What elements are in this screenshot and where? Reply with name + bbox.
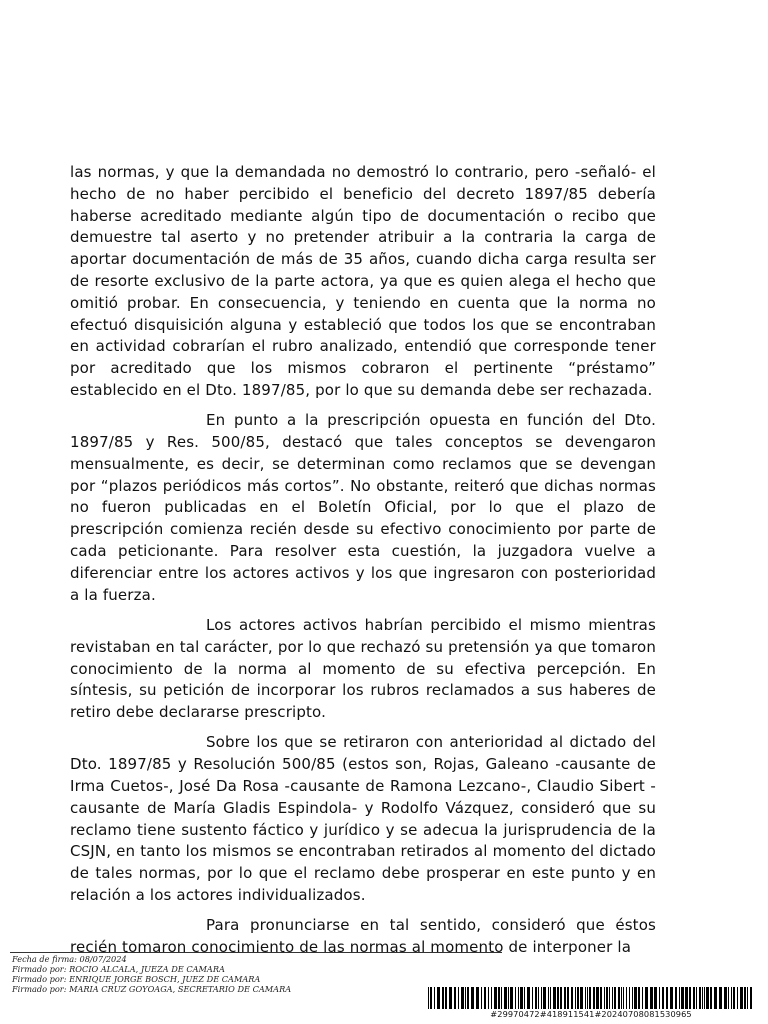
barcode-bar-78: [696, 987, 697, 1009]
barcode-bar-30: [535, 987, 537, 1009]
barcode-bar-44: [580, 987, 583, 1009]
barcode-bar-66: [650, 987, 653, 1009]
barcode-bar-4: [442, 987, 444, 1009]
barcode-bar-88: [731, 987, 732, 1009]
barcode-bar-14: [481, 987, 482, 1009]
barcode-bar-52: [606, 987, 608, 1009]
barcode-bar-45: [585, 987, 586, 1009]
barcode-bar-74: [681, 987, 684, 1009]
barcode-bar-11: [467, 987, 469, 1009]
barcode-bar-34: [548, 987, 549, 1009]
barcode-bar-6: [449, 987, 452, 1009]
barcode-bar-59: [626, 987, 627, 1009]
barcode-bar-25: [518, 987, 519, 1009]
barcode-bar-77: [693, 987, 695, 1009]
paragraph-5: Para pronunciarse en tal sentido, consideró que éstos recién tomaron conocimiento de las normas al momento de interponer la: [70, 916, 656, 957]
barcode-bar-93: [747, 987, 748, 1009]
barcode-bar-83: [710, 987, 712, 1009]
barcode-bar-37: [557, 987, 559, 1009]
barcode-bar-9: [461, 987, 464, 1009]
barcode-bar-28: [527, 987, 530, 1009]
barcode-bar-69: [662, 987, 664, 1009]
barcode-bar-2: [434, 987, 435, 1009]
barcode-bar-3: [437, 987, 440, 1009]
barcode-bar-80: [702, 987, 703, 1009]
barcode-bar-67: [654, 987, 657, 1009]
barcode-bar-31: [538, 987, 539, 1009]
barcode-bar-91: [740, 987, 743, 1009]
barcode-bar-71: [670, 987, 673, 1009]
barcode-bar-26: [520, 987, 523, 1009]
barcode-bar-1: [430, 987, 432, 1009]
barcode-bar-55: [614, 987, 616, 1009]
barcode-number: #29970472#418911541#20240708081530965: [490, 1009, 692, 1019]
barcode-bar-58: [623, 987, 624, 1009]
barcode-bar-64: [642, 987, 643, 1009]
barcode-bar-36: [553, 987, 556, 1009]
barcode-bar-0: [428, 987, 429, 1009]
barcode-bar-7: [454, 987, 456, 1009]
barcode-bar-17: [491, 987, 492, 1009]
barcode-bar-10: [465, 987, 466, 1009]
paragraph-1: las normas, y que la demandada no demostró lo contrario, pero -señaló- el hecho de no haber percibido el beneficio del decreto 1897/85 debería haberse acreditado mediante algún tipo de documentación o recibo que demuestre tal aserto y no pretender atribuir a la contraria la carga de aportar documentación de más de 35 años, cuando dicha carga resulta ser de resorte exclusivo de la parte actora, ya que es quien alega el hecho que omitió probar. En consecuencia, y teniendo en cuenta que la norma no efectuó disquisición alguna y estableció que todos los que se encontraban en actividad cobrarían el rubro analizado, entendió que corresponde tener por acreditado que los mismos cobraron el pertinente “préstamo” establecido en el Dto. 1897/85, por lo que su demanda debe ser rechazada.: [70, 163, 656, 399]
barcode-bar-57: [621, 987, 622, 1009]
signature-line-1: Firmado por: ROCIO ALCALA, JUEZA DE CAMARA: [12, 964, 225, 975]
barcode-bar-39: [564, 987, 566, 1009]
barcode-bar-49: [596, 987, 599, 1009]
barcode-bar-22: [508, 987, 509, 1009]
barcode-bar-5: [445, 987, 447, 1009]
barcode-bar-24: [515, 987, 516, 1009]
barcode-bar-12: [471, 987, 474, 1009]
barcode-bar-94: [750, 987, 752, 1009]
barcode-bar-21: [504, 987, 507, 1009]
barcode-bar-50: [600, 987, 602, 1009]
barcode-bar-85: [719, 987, 722, 1009]
barcode-bar-68: [659, 987, 660, 1009]
barcode-bar-41: [571, 987, 573, 1009]
barcode-bar-48: [593, 987, 595, 1009]
barcode: [428, 987, 754, 1009]
barcode-bar-47: [589, 987, 591, 1009]
barcode-bar-89: [733, 987, 735, 1009]
barcode-bar-35: [550, 987, 551, 1009]
barcode-bar-19: [498, 987, 500, 1009]
paragraph-2: En punto a la prescripción opuesta en función del Dto. 1897/85 y Res. 500/85, destacó que tales conceptos se devengaron mensualmente, es decir, se determinan como reclamos que se devengan por “plazos periódicos más cortos”. No obstante, reiteró que dichas normas no fueron publicadas en el Boletín Oficial, por lo que el plazo de prescripción comienza recién desde su efectivo conocimiento por parte de cada peticionante. Para resolver esta cuestión, la juzgadora vuelve a diferenciar entre los actores activos y los que ingresaron con posterioridad a la fuerza.: [70, 411, 656, 604]
barcode-bar-63: [638, 987, 640, 1009]
barcode-bar-23: [510, 987, 513, 1009]
barcode-bar-40: [567, 987, 569, 1009]
barcode-bar-72: [675, 987, 677, 1009]
barcode-bar-84: [714, 987, 717, 1009]
barcode-bar-87: [728, 987, 729, 1009]
barcode-bar-20: [501, 987, 502, 1009]
barcode-bar-70: [666, 987, 668, 1009]
paragraph-4: Sobre los que se retiraron con anterioridad al dictado del Dto. 1897/85 y Resolución 500/85 (estos son, Rojas, Galeano -causante de Irma Cuetos-, José Da Rosa -causante de Ramona Lezcano-, Claudio Sibert -causante de María Gladis Espindola- y Rodolfo Vázquez, consideró que su reclamo tiene sustento fáctico y jurídico y se adecua la jurisprudencia de la CSJN, en tanto los mismos se encontraban retirados al momento del dictado de tales normas, por lo que el reclamo debe prosperar en este punto y en relación a los actores individualizados.: [70, 733, 656, 904]
paragraph-3: Los actores activos habrían percibido el mismo mientras revistaban en tal carácter, por lo que rechazó su pretensión ya que tomaron conocimiento de la norma al momento de su efectiva percepción. En síntesis, su petición de incorporar los rubros reclamados a sus haberes de retiro debe declararse prescripto.: [70, 615, 656, 722]
barcode-bar-65: [645, 987, 648, 1009]
barcode-bar-32: [541, 987, 542, 1009]
document-body: [70, 162, 656, 967]
barcode-bar-42: [575, 987, 576, 1009]
barcode-bar-60: [629, 987, 630, 1009]
barcode-bar-62: [634, 987, 637, 1009]
barcode-bar-73: [679, 987, 680, 1009]
barcode-bar-29: [532, 987, 533, 1009]
barcode-bar-56: [618, 987, 620, 1009]
barcode-bar-81: [704, 987, 705, 1009]
barcode-bar-79: [699, 987, 701, 1009]
footer-divider: [10, 952, 502, 953]
barcode-bar-90: [737, 987, 738, 1009]
barcode-bar-61: [632, 987, 633, 1009]
barcode-bar-18: [494, 987, 497, 1009]
barcode-bar-27: [524, 987, 525, 1009]
signature-line-2: Firmado por: ENRIQUE JORGE BOSCH, JUEZ DE CAMARA: [12, 974, 261, 985]
barcode-bar-16: [488, 987, 489, 1009]
signature-line-3: Firmado por: MARIA CRUZ GOYOAGA, SECRETARIO DE CAMARA: [12, 984, 292, 995]
signature-date: Fecha de firma: 08/07/2024: [12, 954, 127, 964]
barcode-bar-8: [458, 987, 459, 1009]
barcode-bar-15: [484, 987, 486, 1009]
barcode-bar-13: [476, 987, 479, 1009]
barcode-bar-76: [689, 987, 691, 1009]
barcode-bar-51: [604, 987, 605, 1009]
barcode-bar-53: [609, 987, 610, 1009]
barcode-bar-54: [612, 987, 613, 1009]
barcode-bar-82: [706, 987, 709, 1009]
barcode-bar-75: [685, 987, 688, 1009]
barcode-bar-92: [744, 987, 746, 1009]
barcode-bar-38: [560, 987, 562, 1009]
barcode-bar-43: [577, 987, 579, 1009]
barcode-bar-46: [587, 987, 588, 1009]
barcode-bar-86: [724, 987, 727, 1009]
barcode-bar-33: [543, 987, 546, 1009]
